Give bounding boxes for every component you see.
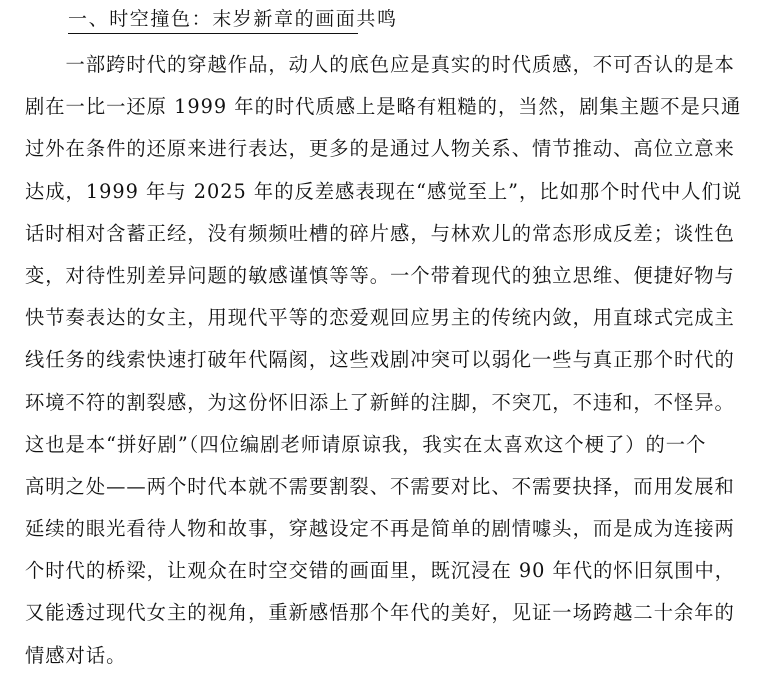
paragraph-line: 线任务的线索快速打破年代隔阂，这些戏剧冲突可以弱化一些与真正那个时代的 <box>25 348 735 372</box>
section-heading: 一、时空撞色：末岁新章的画面共鸣 <box>68 8 398 30</box>
paragraph-line: 情感对话。 <box>25 643 127 667</box>
paragraph-line: 过外在条件的还原来进行表达，更多的是通过人物关系、情节推动、高位立意来 <box>25 137 735 161</box>
paragraph-line: 剧在一比一还原 1999 年的时代质感上是略有粗糙的，当然，剧集主题不是只通 <box>25 95 742 119</box>
paragraph-line: 达成，1999 年与 2025 年的反差感表现在“感觉至上”，比如那个时代中人们说 <box>25 179 743 203</box>
paragraph-line: 个时代的桥梁，让观众在时空交错的画面里，既沉浸在 90 年代的怀旧氛围中， <box>25 559 736 583</box>
body-paragraph <box>25 44 755 677</box>
paragraph-line: 话时相对含蓄正经，没有频频吐槽的碎片感，与林欢儿的常态形成反差；谈性色 <box>25 221 735 245</box>
heading-underline <box>68 33 358 34</box>
paragraph-line: 又能透过现代女主的视角，重新感悟那个年代的美好，见证一场跨越二十余年的 <box>25 601 735 625</box>
paragraph-line: 变，对待性别差异问题的敏感谨慎等等。一个带着现代的独立思维、便捷好物与 <box>25 263 735 287</box>
paragraph-line: 高明之处——两个时代本就不需要割裂、不需要对比、不需要抉择，而用发展和 <box>25 474 735 498</box>
paragraph-line: 这也是本“拼好剧”（四位编剧老师请原谅我，我实在太喜欢这个梗了）的一个 <box>25 432 707 456</box>
paragraph-line: 延续的眼光看待人物和故事，穿越设定不再是简单的剧情噱头，而是成为连接两 <box>25 517 735 541</box>
paragraph-line: 快节奏表达的女主，用现代平等的恋爱观回应男主的传统内敛，用直球式完成主 <box>25 306 735 330</box>
paragraph-line: 环境不符的割裂感，为这份怀旧添上了新鲜的注脚，不突兀，不违和，不怪异。 <box>25 390 735 414</box>
paragraph-line: 一部跨时代的穿越作品，动人的底色应是真实的时代质感，不可否认的是本 <box>25 53 735 76</box>
